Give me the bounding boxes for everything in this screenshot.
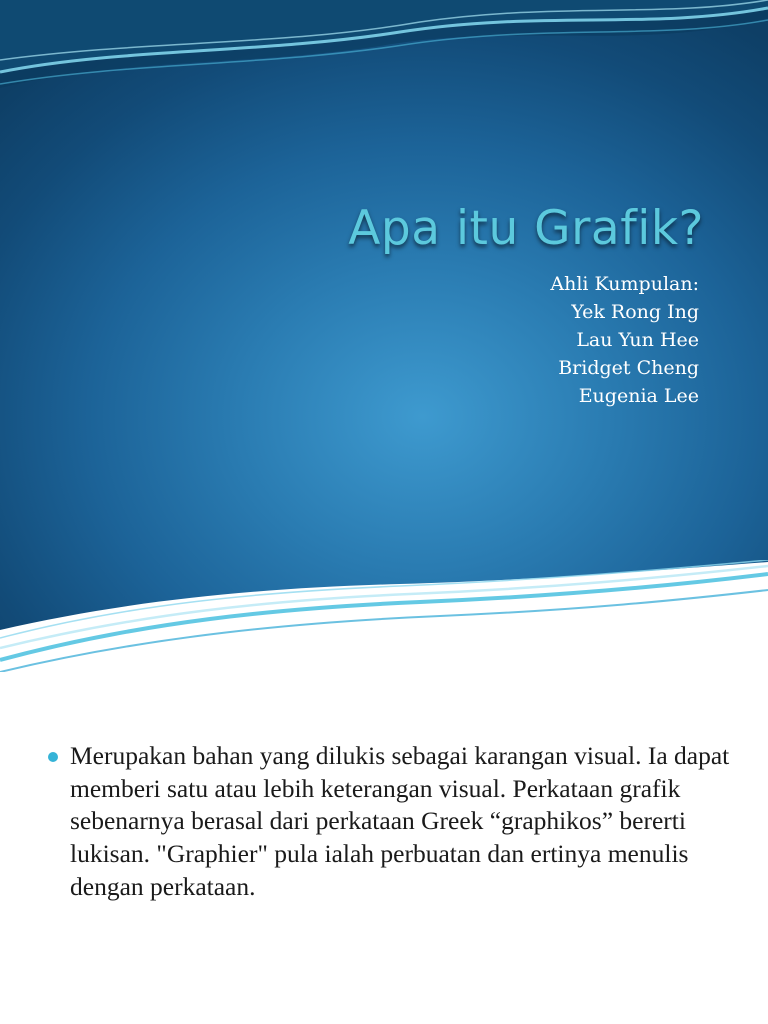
member-name: Bridget Cheng bbox=[558, 357, 699, 379]
top-wave-decoration bbox=[0, 0, 768, 110]
slide-title: Apa itu Grafik? bbox=[348, 201, 704, 256]
member-name: Yek Rong Ing bbox=[571, 301, 699, 323]
bottom-wave-decoration bbox=[0, 560, 768, 672]
content-slide bbox=[48, 740, 738, 903]
member-name: Lau Yun Hee bbox=[576, 329, 699, 351]
member-name: Eugenia Lee bbox=[578, 385, 699, 407]
bullet-text: Merupakan bahan yang dilukis sebagai karangan visual. Ia dapat memberi satu atau lebih keterangan visual. Perkataan grafik sebenarnya berasal dari perkataan Greek “graphikos” bererti lukisan. "Graphier" pula ialah perbuatan dan ertinya menulis dengan perkataan. bbox=[70, 741, 730, 901]
members-heading: Ahli Kumpulan: bbox=[550, 273, 699, 295]
bullet-item bbox=[48, 740, 738, 903]
bullet-icon bbox=[48, 752, 58, 762]
group-members-list bbox=[550, 270, 699, 410]
